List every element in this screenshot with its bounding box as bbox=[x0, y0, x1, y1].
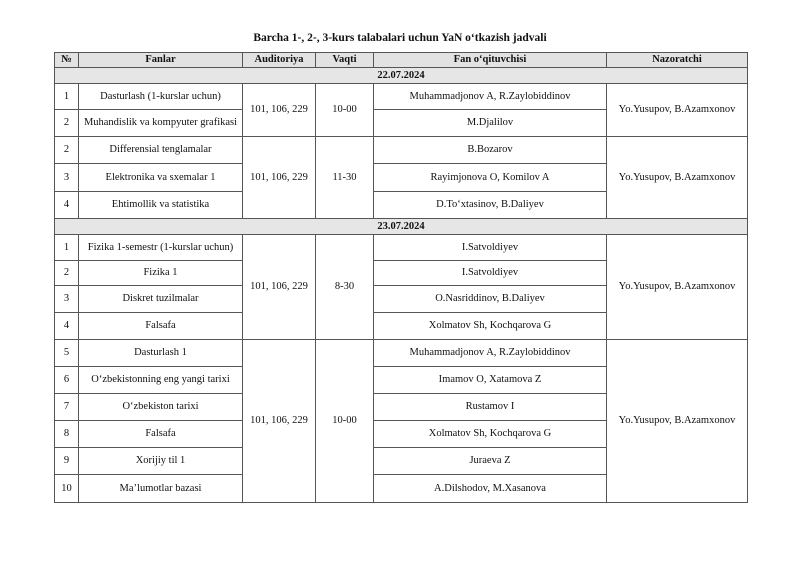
table-row bbox=[55, 235, 748, 261]
subject-cell: O‘zbekistonning eng yangi tarixi bbox=[79, 367, 243, 394]
room-cell: 101, 106, 229 bbox=[243, 137, 316, 219]
row-number: 4 bbox=[55, 313, 79, 340]
teacher-cell: Xolmatov Sh, Kochqarova G bbox=[374, 421, 607, 448]
supervisor-cell: Yo.Yusupov, B.Azamxonov bbox=[607, 235, 748, 340]
table-row bbox=[55, 340, 748, 367]
subject-cell: Dasturlash 1 bbox=[79, 340, 243, 367]
time-cell: 8-30 bbox=[316, 235, 374, 340]
teacher-cell: Muhammadjonov A, R.Zaylobiddinov bbox=[374, 340, 607, 367]
room-cell: 101, 106, 229 bbox=[243, 84, 316, 137]
subject-cell: Dasturlash (1-kurslar uchun) bbox=[79, 84, 243, 110]
document-title: Barcha 1-, 2-, 3-kurs talabalari uchun YaN o‘tkazish jadvali bbox=[253, 32, 547, 44]
teacher-cell: Rayimjonova O, Komilov A bbox=[374, 164, 607, 192]
row-number: 1 bbox=[55, 84, 79, 110]
row-number: 10 bbox=[55, 475, 79, 503]
table-body bbox=[55, 68, 748, 503]
row-number: 2 bbox=[55, 137, 79, 164]
row-number: 5 bbox=[55, 340, 79, 367]
header-teacher: Fan o‘qituvchisi bbox=[374, 53, 607, 68]
row-number: 3 bbox=[55, 286, 79, 313]
teacher-cell: O.Nasriddinov, B.Daliyev bbox=[374, 286, 607, 313]
row-number: 9 bbox=[55, 448, 79, 475]
row-number: 1 bbox=[55, 235, 79, 261]
subject-cell: O‘zbekiston tarixi bbox=[79, 394, 243, 421]
time-cell: 10-00 bbox=[316, 84, 374, 137]
subject-cell: Ma’lumotlar bazasi bbox=[79, 475, 243, 503]
table-row bbox=[55, 84, 748, 110]
header-subject: Fanlar bbox=[79, 53, 243, 68]
teacher-cell: Muhammadjonov A, R.Zaylobiddinov bbox=[374, 84, 607, 110]
teacher-cell: Imamov O, Xatamova Z bbox=[374, 367, 607, 394]
row-number: 8 bbox=[55, 421, 79, 448]
table-row bbox=[55, 137, 748, 164]
date-row bbox=[55, 68, 748, 84]
row-number: 2 bbox=[55, 110, 79, 137]
time-cell: 11-30 bbox=[316, 137, 374, 219]
header-num: № bbox=[55, 53, 79, 68]
row-number: 3 bbox=[55, 164, 79, 192]
row-number: 7 bbox=[55, 394, 79, 421]
schedule-table bbox=[54, 52, 748, 503]
header-supervisor: Nazoratchi bbox=[607, 53, 748, 68]
teacher-cell: Xolmatov Sh, Kochqarova G bbox=[374, 313, 607, 340]
subject-cell: Differensial tenglamalar bbox=[79, 137, 243, 164]
room-cell: 101, 106, 229 bbox=[243, 235, 316, 340]
date-cell: 23.07.2024 bbox=[55, 219, 748, 235]
table-header bbox=[55, 53, 748, 68]
teacher-cell: I.Satvoldiyev bbox=[374, 261, 607, 286]
teacher-cell: I.Satvoldiyev bbox=[374, 235, 607, 261]
teacher-cell: D.To‘xtasinov, B.Daliyev bbox=[374, 192, 607, 219]
subject-cell: Ehtimollik va statistika bbox=[79, 192, 243, 219]
date-cell: 22.07.2024 bbox=[55, 68, 748, 84]
supervisor-cell: Yo.Yusupov, B.Azamxonov bbox=[607, 340, 748, 503]
subject-cell: Diskret tuzilmalar bbox=[79, 286, 243, 313]
subject-cell: Elektronika va sxemalar 1 bbox=[79, 164, 243, 192]
teacher-cell: M.Djalilov bbox=[374, 110, 607, 137]
row-number: 4 bbox=[55, 192, 79, 219]
subject-cell: Fizika 1 bbox=[79, 261, 243, 286]
teacher-cell: A.Dilshodov, M.Xasanova bbox=[374, 475, 607, 503]
row-number: 2 bbox=[55, 261, 79, 286]
room-cell: 101, 106, 229 bbox=[243, 340, 316, 503]
header-time: Vaqti bbox=[316, 53, 374, 68]
supervisor-cell: Yo.Yusupov, B.Azamxonov bbox=[607, 84, 748, 137]
header-room: Auditoriya bbox=[243, 53, 316, 68]
time-cell: 10-00 bbox=[316, 340, 374, 503]
row-number: 6 bbox=[55, 367, 79, 394]
supervisor-cell: Yo.Yusupov, B.Azamxonov bbox=[607, 137, 748, 219]
subject-cell: Falsafa bbox=[79, 313, 243, 340]
subject-cell: Fizika 1-semestr (1-kurslar uchun) bbox=[79, 235, 243, 261]
subject-cell: Falsafa bbox=[79, 421, 243, 448]
teacher-cell: B.Bozarov bbox=[374, 137, 607, 164]
subject-cell: Muhandislik va kompyuter grafikasi bbox=[79, 110, 243, 137]
subject-cell: Xorijiy til 1 bbox=[79, 448, 243, 475]
date-row bbox=[55, 219, 748, 235]
teacher-cell: Rustamov I bbox=[374, 394, 607, 421]
teacher-cell: Juraeva Z bbox=[374, 448, 607, 475]
